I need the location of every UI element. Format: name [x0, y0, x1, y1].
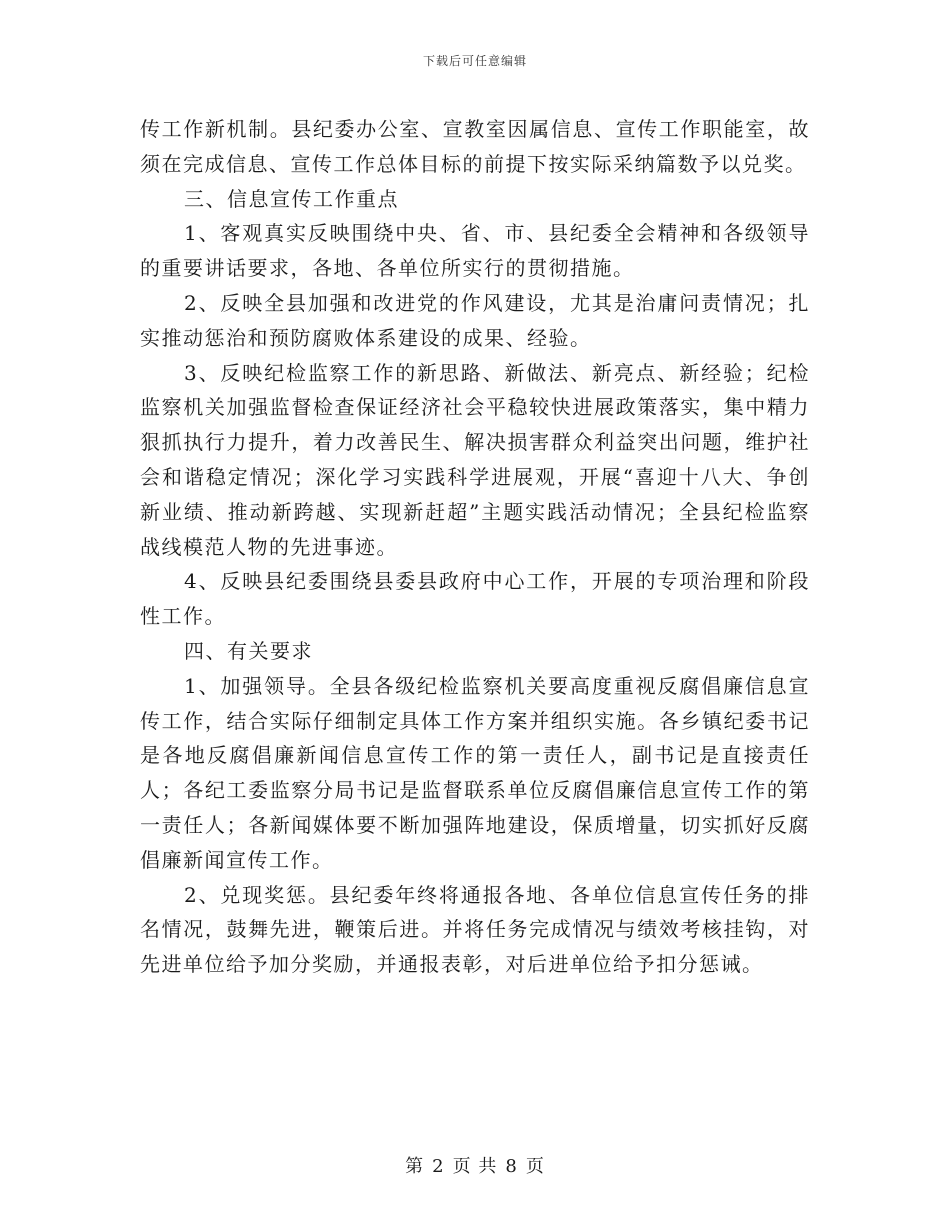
section-heading-3: 三、信息宣传工作重点: [184, 186, 399, 211]
footer-prefix: 第: [405, 1156, 425, 1177]
document-body: [140, 112, 810, 982]
footer-middle: 页 共: [452, 1156, 498, 1177]
paragraph-7: 2、兑现奖惩。县纪委年终将通报各地、各单位信息宣传任务的排名情况，鼓舞先进，鞭策后进。并将任务完成情况与绩效考核挂钩，对先进单位给予加分奖励，并通报表彰，对后进单位给予扣分惩诫。: [140, 882, 810, 977]
paragraph-3: 2、反映全县加强和改进党的作风建设，尤其是治庸问责情况；扎实推动惩治和预防腐败体系建设的成果、经验。: [140, 290, 810, 350]
page-header: 下载后可任意编辑: [422, 54, 527, 68]
paragraph-1: 传工作新机制。县纪委办公室、宣教室因属信息、宣传工作职能室，故须在完成信息、宣传工作总体目标的前提下按实际采纳篇数予以兑奖。: [140, 117, 810, 176]
paragraph-5: 4、反映县纪委围绕县委县政府中心工作，开展的专项治理和阶段性工作。: [140, 569, 810, 629]
footer-suffix: 页: [525, 1156, 545, 1177]
total-page-number: 8: [505, 1156, 518, 1177]
page-footer: [0, 1152, 950, 1178]
paragraph-6: 1、加强领导。全县各级纪检监察机关要高度重视反腐倡廉信息宣传工作，结合实际仔细制定具体工作方案并组织实施。各乡镇纪委书记是各地反腐倡廉新闻信息宣传工作的第一责任人，副书记是直接责任人；各纪工委监察分局书记是监督联系单位反腐倡廉信息宣传工作的第一责任人；各新闻媒体要不断加强阵地建设，保质增量，切实抓好反腐倡廉新闻宣传工作。: [140, 673, 810, 872]
section-heading-4: 四、有关要求: [184, 638, 313, 663]
paragraph-4: 3、反映纪检监察工作的新思路、新做法、新亮点、新经验；纪检监察机关加强监督检查保证经济社会平稳较快进展政策落实，集中精力狠抓执行力提升，着力改善民生、解决损害群众利益突出问题，维护社会和谐稳定情况；深化学习实践科学进展观，开展“喜迎十八大、争创新业绩、推动新跨越、实现新赶超”主题实践活动情况；全县纪检监察战线模范人物的先进事迹。: [140, 360, 810, 559]
paragraph-2: 1、客观真实反映围绕中央、省、市、县纪委全会精神和各级领导的重要讲话要求，各地、各单位所实行的贯彻措施。: [140, 221, 810, 281]
current-page-number: 2: [432, 1156, 445, 1177]
